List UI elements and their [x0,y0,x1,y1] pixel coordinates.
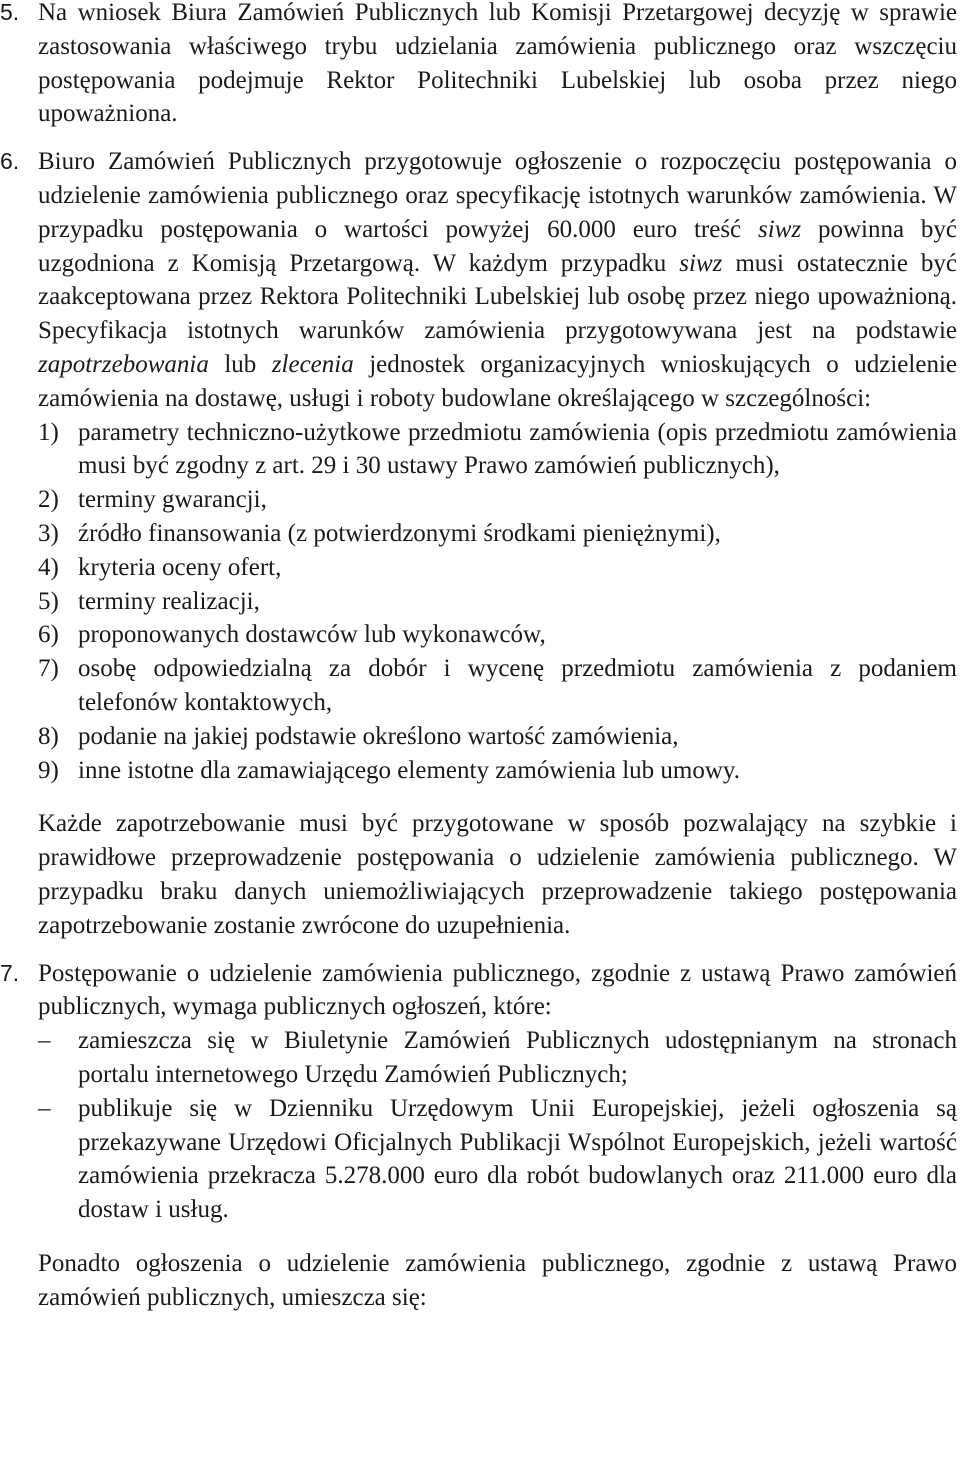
list-number: 6) [38,621,59,649]
paragraph-text: lub [208,350,272,378]
list-text: parametry techniczno-użytkowe przedmiotu zamówienia (opis przedmiotu zamówienia musi być zgodny z art. 29 i 30 ustawy Prawo zamówień publicznych), [78,418,957,480]
list-text: terminy gwarancji, [78,486,267,514]
paragraph-text: Na wniosek Biura Zamówień Publicznych lub Komisji Przetargowej decyzję w sprawie zastosowania właściwego trybu udzielania zamówienia publicznego oraz wszczęciu postępowania podejmuje Rektor Politechniki Lubelskiej lub osoba przez niego upoważniona. [38,0,957,128]
list-text: zamieszcza się w Biuletynie Zamówień Publicznych udostępnianym na stronach portalu internetowego Urzędu Zamówień Publicznych; [78,1027,957,1088]
paragraph-text: Ponadto ogłoszenia o udzielenie zamówienia publicznego, zgodnie z ustawą Prawo zamówień publicznych, umieszcza się: [38,1249,957,1311]
italic-term: siwz [679,249,723,277]
paragraph-text: Biuro Zamówień Publicznych przygotowuje ogłoszenie o rozpoczęciu postępowania o udzielenie zamówienia publicznego oraz specyfikację istotnych warunków zamówienia. W przypadku postępowania o wartości powyżej 60.000 euro treść [38,148,957,243]
list-number: 9) [38,756,59,784]
italic-term: siwz [758,215,802,243]
list-text: terminy realizacji, [78,587,260,615]
list-item [0,754,957,788]
list-item [0,585,957,619]
paragraph-text: Postępowanie o udzielenie zamówienia publicznego, zgodnie z ustawą Prawo zamówień publicznych, wymaga publicznych ogłoszeń, które: [38,959,957,1021]
dash-item [0,1024,957,1092]
list-number: 1) [38,418,59,446]
list-text: podanie na jakiej podstawie określono wartość zamówienia, [78,722,679,750]
paragraph-7-closing [0,1247,957,1315]
list-item [0,517,957,551]
italic-term: zlecenia [271,350,354,378]
list-text: źródło finansowania (z potwierdzonymi środkami pieniężnymi), [78,519,721,547]
dash-bullet: – [38,1094,51,1122]
paragraph-6 [0,145,957,415]
numbered-list [0,416,957,788]
list-item [0,652,957,720]
item-number: 5. [0,0,20,25]
item-number: 7. [0,959,20,986]
paragraph-6-closing [0,807,957,942]
list-item [0,483,957,517]
dash-item [0,1092,957,1227]
list-text: osobę odpowiedzialną za dobór i wycenę przedmiotu zamówienia z podaniem telefonów kontaktowych, [78,655,957,716]
list-number: 3) [38,519,59,547]
paragraph-7 [0,957,957,1025]
list-number: 7) [38,655,59,683]
list-text: inne istotne dla zamawiającego elementy zamówienia lub umowy. [78,756,741,784]
paragraph-text: musi ostatecznie być zaakceptowana przez Rektora Politechniki Lubelskiej lub osobę przez niego upoważnioną. Specyfikacja istotnych warunków zamówienia przygotowywana jest na podstawie [38,249,958,345]
list-number: 5) [38,587,59,615]
list-item [0,551,957,585]
list-text: proponowanych dostawców lub wykonawców, [78,621,546,649]
paragraph-text: jednostek organizacyjnych wnioskujących o udzielenie zamówienia na dostawę, usługi i roboty budowlane określającego w szczególności: [38,350,957,412]
list-item [0,416,957,484]
list-text: kryteria oceny ofert, [78,553,282,581]
list-number: 4) [38,553,59,581]
list-item [0,618,957,652]
paragraph-text: Każde zapotrzebowanie musi być przygotowane w sposób pozwalający na szybkie i prawidłowe przeprowadzenie postępowania o udzielenie zamówienia publicznego. W przypadku braku danych uniemożliwiających przeprowadzenie takiego postępowania zapotrzebowanie zostanie zwrócone do uzupełnienia. [38,810,957,939]
dash-bullet: – [38,1027,51,1055]
list-item [0,720,957,754]
list-number: 2) [38,486,59,514]
paragraph-5 [0,0,957,131]
italic-term: zapotrzebowania [38,350,209,378]
dash-list [0,1024,957,1227]
item-number: 6. [0,148,20,175]
paragraph-text: powinna być uzgodniona z Komisją Przetargową. W każdym przypadku [38,215,957,277]
list-number: 8) [38,722,59,750]
list-text: publikuje się w Dzienniku Urzędowym Unii Europejskiej, jeżeli ogłoszenia są przekazywane Urzędowi Oficjalnych Publikacji Wspólnot Europejskich, jeżeli wartość zamówienia przekracza 5.278.000 euro dla robót budowlanych oraz 211.000 euro dla dostaw i usług. [78,1094,957,1224]
